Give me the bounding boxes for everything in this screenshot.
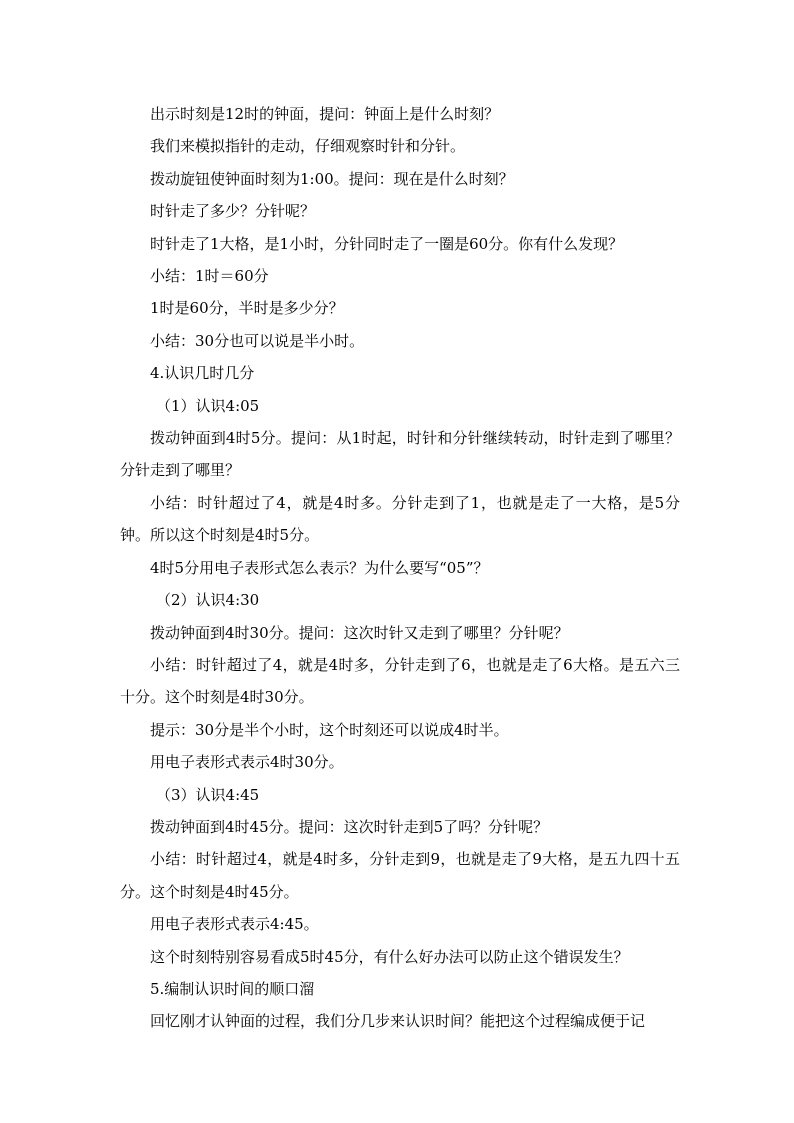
paragraph: 小结：时针超过4，就是4时多，分针走到9，也就是走了9大格，是五九四十五分。这个时刻是4时45分。 bbox=[120, 850, 680, 901]
paragraph: 用电子表形式表示4:45。 bbox=[150, 915, 319, 934]
paragraph: 1时是60分，半时是多少分？ bbox=[150, 299, 344, 318]
paragraph: 拨动钟面到4时45分。提问：这次时针走到5了吗？分针呢？ bbox=[150, 817, 549, 836]
document-body bbox=[120, 98, 680, 1038]
paragraph: 小结：30分也可以说是半小时。 bbox=[150, 331, 365, 350]
paragraph: 小结：1时＝60分 bbox=[150, 267, 269, 286]
paragraph: 4时5分用电子表形式怎么表示？为什么要写“05”？ bbox=[150, 558, 489, 577]
subsection-heading: （3）认识4:45 bbox=[156, 785, 260, 804]
paragraph: 时针走了1大格，是1小时，分针同时走了一圈是60分。你有什么发现？ bbox=[150, 234, 624, 253]
subsection-heading: （2）认识4:30 bbox=[156, 591, 260, 610]
paragraph: 时针走了多少？分针呢？ bbox=[150, 202, 316, 221]
section-heading: 5.编制认识时间的顺口溜 bbox=[150, 979, 315, 998]
paragraph: 我们来模拟指针的走动，仔细观察时针和分针。 bbox=[150, 137, 466, 156]
paragraph: 出示时刻是12时的钟面，提问：钟面上是什么时刻？ bbox=[150, 105, 500, 123]
section-heading: 4.认识几时几分 bbox=[150, 364, 255, 383]
paragraph: 拨动钟面到4时30分。提问：这次时针又走到了哪里？分针呢？ bbox=[150, 623, 569, 642]
paragraph: 拨动钟面到4时5分。提问：从1时起，时针和分针继续转动，时针走到了哪里？分针走到了哪里？ bbox=[120, 429, 680, 480]
paragraph: 用电子表形式表示4时30分。 bbox=[150, 753, 344, 772]
paragraph: 小结：时针超过了4，就是4时多，分针走到了6，也就是走了6大格。是五六三十分。这个时刻是4时30分。 bbox=[120, 655, 680, 707]
paragraph: 回忆刚才认钟面的过程，我们分几步来认识时间？能把这个过程编成便于记 bbox=[150, 1012, 646, 1031]
subsection-heading: （1）认识4:05 bbox=[156, 396, 260, 415]
paragraph: 提示：30分是半个小时，这个时刻还可以说成4时半。 bbox=[150, 720, 509, 739]
paragraph: 这个时刻特别容易看成5时45分，有什么好办法可以防止这个错误发生？ bbox=[150, 947, 629, 966]
paragraph: 小结：时针超过了4，就是4时多。分针走到了1，也就是走了一大格，是5分钟。所以这个时刻是4时5分。 bbox=[120, 493, 680, 545]
paragraph: 拨动旋钮使钟面时刻为1:00。提问：现在是什么时刻？ bbox=[150, 169, 514, 188]
